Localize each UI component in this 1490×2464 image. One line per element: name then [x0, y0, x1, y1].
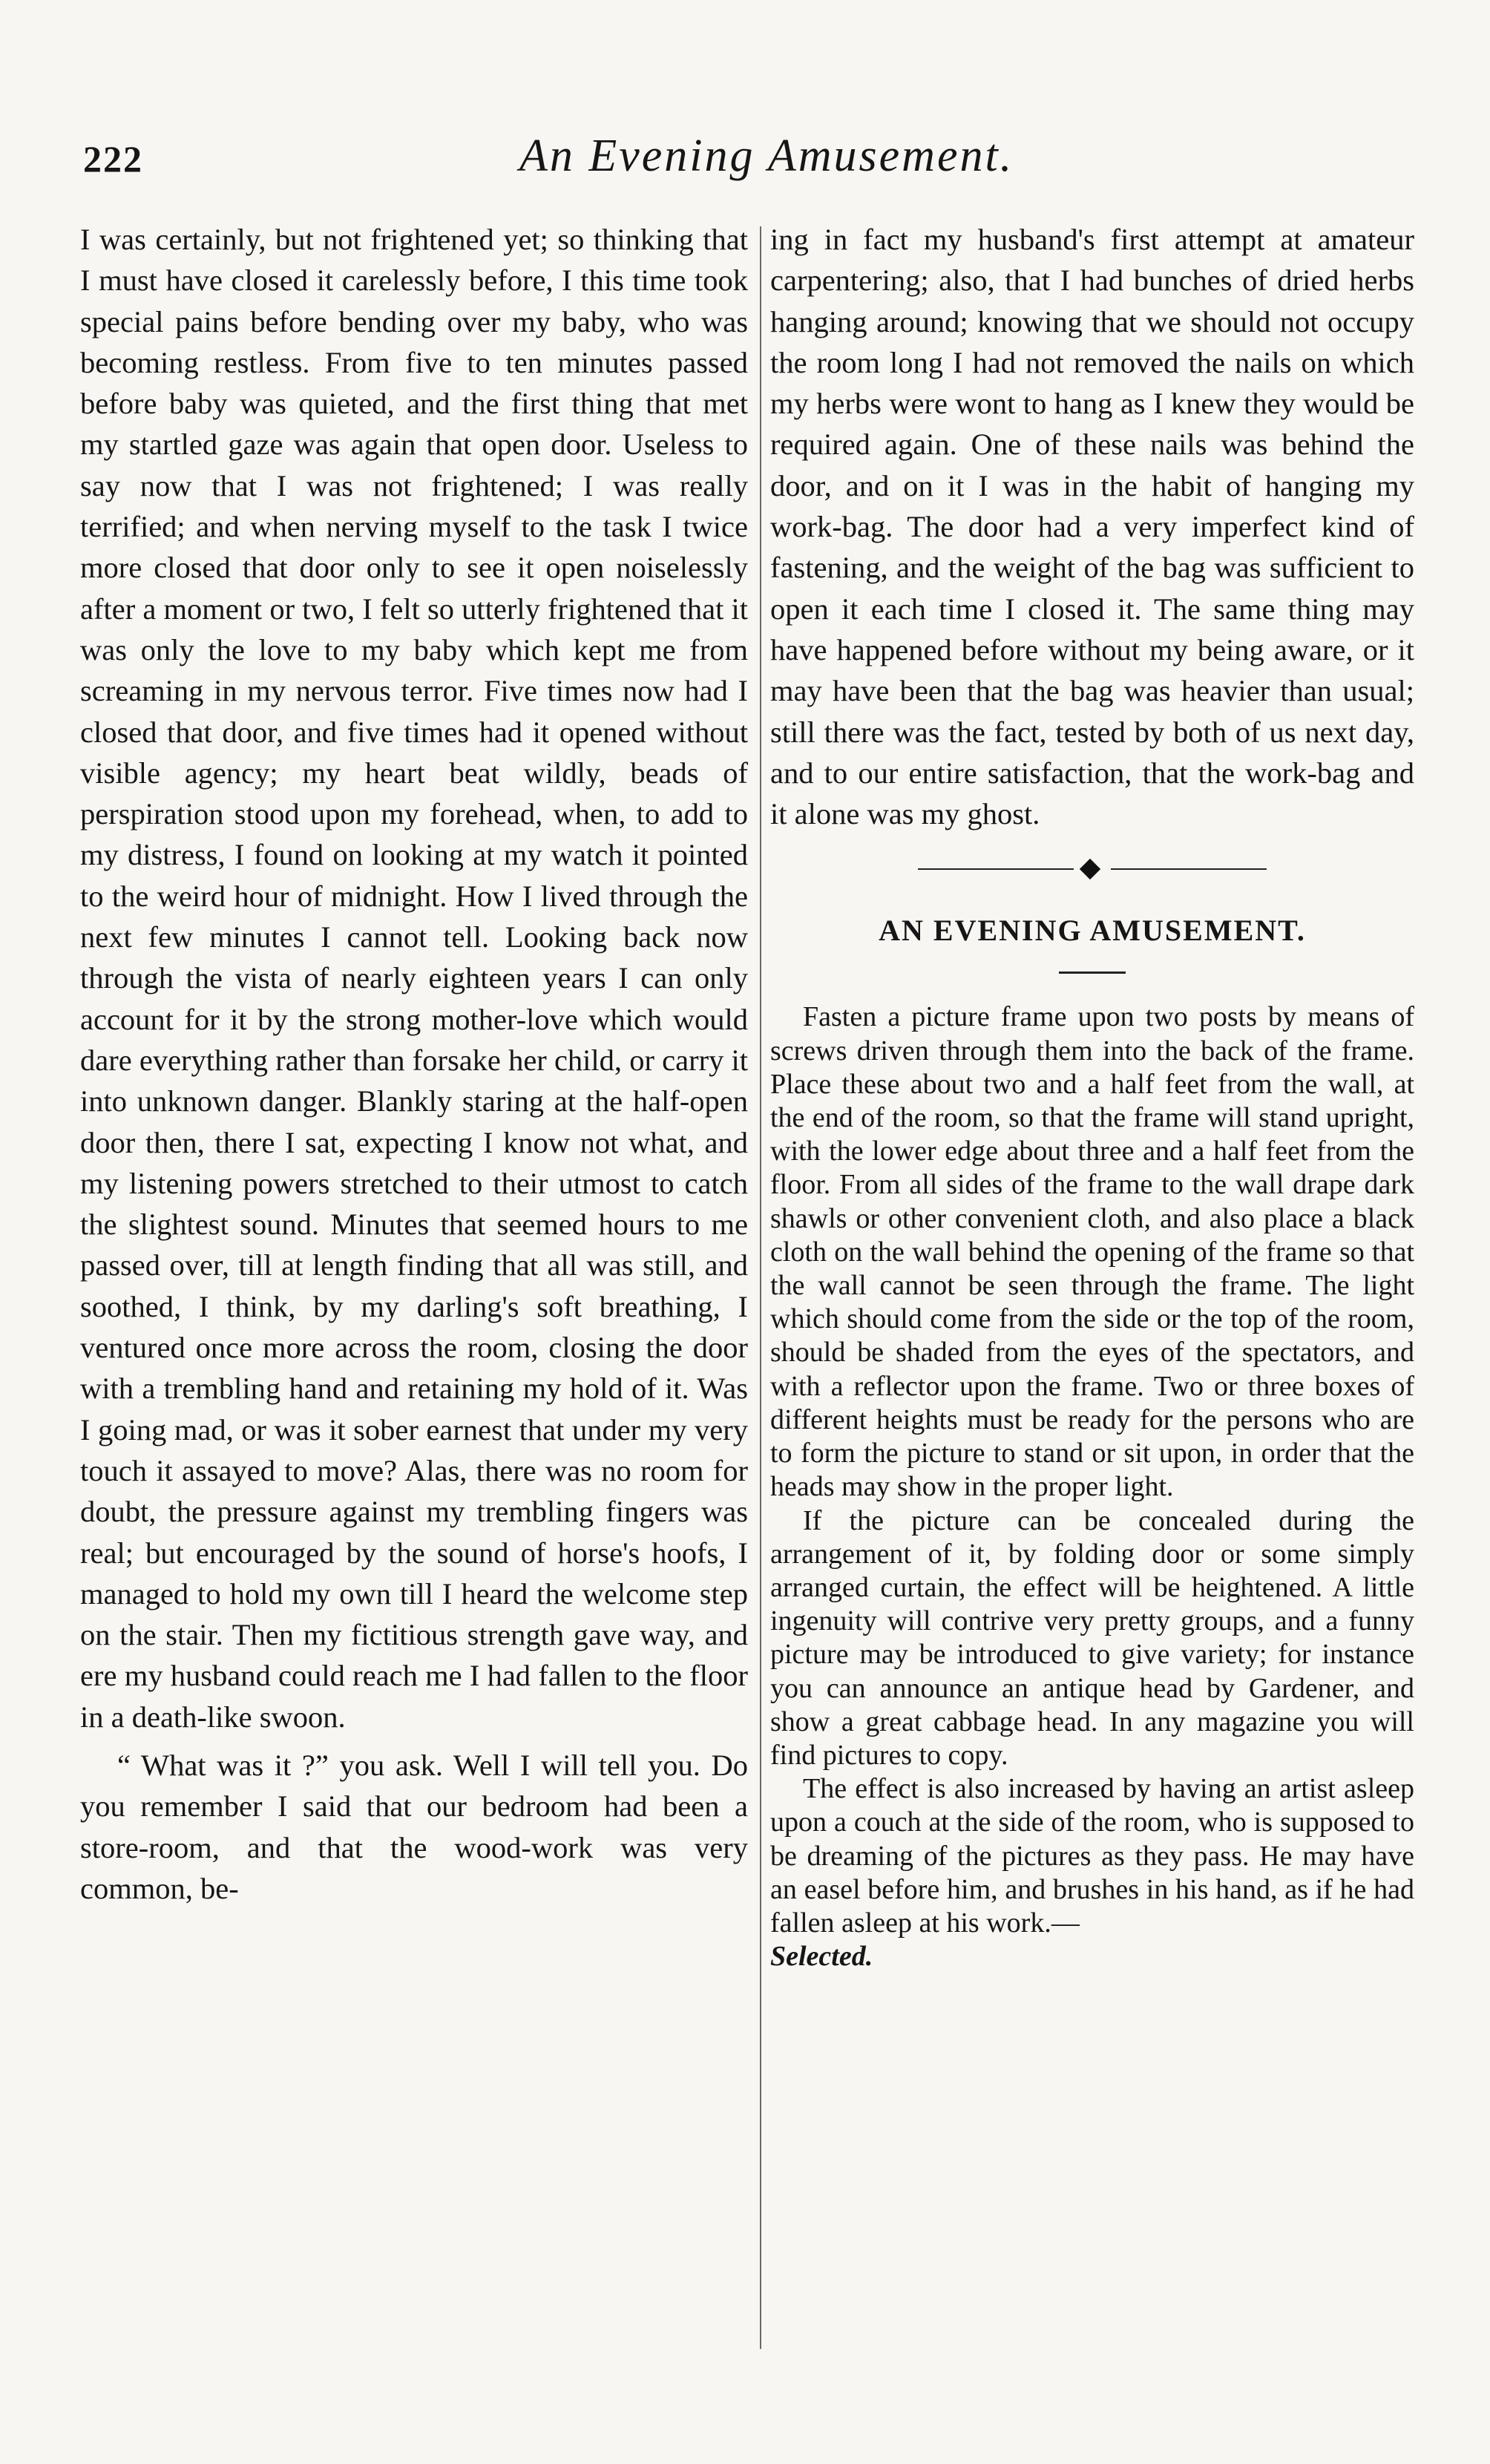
ornament-rule — [1111, 868, 1267, 870]
article-paragraph: Fasten a picture frame upon two posts by means of screws driven through them into the back of the frame. Place these about two and a half feet from the wall, at the end of the room, so that the frame will stand upright, with the lower edge about three and a half feet from the floor. From all sides of the frame to the wall drape dark shawls or other convenient cloth, and also place a black cloth on the wall behind the opening of the frame so that the wall cannot be seen through the frame. The light which should come from the side or the top of the room, should be shaded from the eyes of the spectators, and with a reflector upon the frame. Two or three boxes of different heights must be ready for the persons who are to form the picture to stand or sit upon, in order that the heads may show in the proper light. — [770, 1001, 1414, 1503]
story-paragraph: I was certainly, but not frightened yet; so thinking that I must have closed it carelessly before, I this time took special pains before bending over my baby, who was becoming restless. From five to ten minutes passed before baby was quieted, and the first thing that met my startled gaze was again that open door. Useless to say now that I was not frightened; I was really terrified; and when nerving myself to the task I twice more closed that door only to see it open noiselessly after a moment or two, I felt so utterly frightened that it was only the love to my baby which kept me from screaming in my nervous terror. Five times now had I closed that door, and five times had it opened without visible agency; my heart beat wildly, beads of perspiration stood upon my forehead, when, to add to my distress, I found on looking at my watch it pointed to the weird hour of midnight. How I lived through the next few minutes I cannot tell. Looking back now through the vista of nearly eighteen years I can only account for it by the strong mother-love which would dare everything rather than forsake her child, or carry it into unknown danger. Blankly staring at the half-open door then, there I sat, expecting I know not what, and my listening powers stretched to their utmost to catch the slightest sound. Minutes that seemed hours to me passed over, till at length finding that all was still, and soothed, I think, by my darling's soft breathing, I ventured once more across the room, closing the door with a trembling hand and retaining my hold of it. Was I going mad, or was it sober earnest that under my very touch it assayed to move? Alas, there was no room for doubt, the pressure against my trembling fingers was real; but encouraged by the sound of horse's hoofs, I managed to hold my own till I heard the welcome step on the stair. Then my fictitious strength gave way, and ere my husband could reach me I had fallen to the floor in a death-like swoon. — [80, 223, 748, 1734]
article-paragraph-text: The effect is also increased by having an artist asleep upon a couch at the side of the room, who is supposed to be dreaming of the pictures as they pass. He may have an easel before him, and brushes in his hand, as if he had fallen asleep at his work.— — [770, 1773, 1414, 1939]
running-title: An Evening Amusement. — [519, 131, 1014, 181]
section-ornament — [918, 858, 1267, 880]
left-column — [80, 219, 748, 1909]
title-rule — [1059, 971, 1126, 974]
story-paragraph: ing in fact my husband's first attempt at amateur carpentering; also, that I had bunches of dried herbs hanging around; knowing that we should not occupy the room long I had not removed the nails on which my herbs were wont to hang as I knew they would be required again. One of these nails was behind the door, and on it I was in the habit of hanging my work-bag. The door had a very imperfect kind of fastening, and the weight of the bag was sufficient to open it each time I closed it. The same thing may have happened before without my being aware, or it may have been that the bag was heavier than usual; still there was the fact, tested by both of us next day, and to our entire satisfaction, that the work-bag and it alone was my ghost. — [770, 223, 1414, 831]
running-head — [0, 130, 1490, 197]
ornament-rule — [918, 868, 1074, 870]
column-divider — [760, 226, 761, 2349]
diamond-icon — [1080, 859, 1100, 879]
paragraph-gap — [80, 1737, 748, 1745]
signature: Selected. — [770, 1941, 873, 1973]
page-number: 222 — [83, 138, 143, 180]
story-paragraph: “ What was it ?” you ask. Well I will tell you. Do you remember I said that our bedroom had been a store-room, and that the wood-work was very common, be- — [80, 1748, 748, 1905]
article-paragraph — [770, 1772, 1414, 1973]
article-title: AN EVENING AMUSEMENT. — [879, 914, 1306, 948]
right-column — [770, 219, 1414, 1973]
article-paragraph: If the picture can be concealed during the arrangement of it, by folding door or some simply arranged curtain, the effect will be heightened. A little ingenuity will contrive very pretty groups, and a funny picture may be introduced to give variety; for instance you can announce an antique head by Gardener, and show a great cabbage head. In any magazine you will find pictures to copy. — [770, 1504, 1414, 1771]
